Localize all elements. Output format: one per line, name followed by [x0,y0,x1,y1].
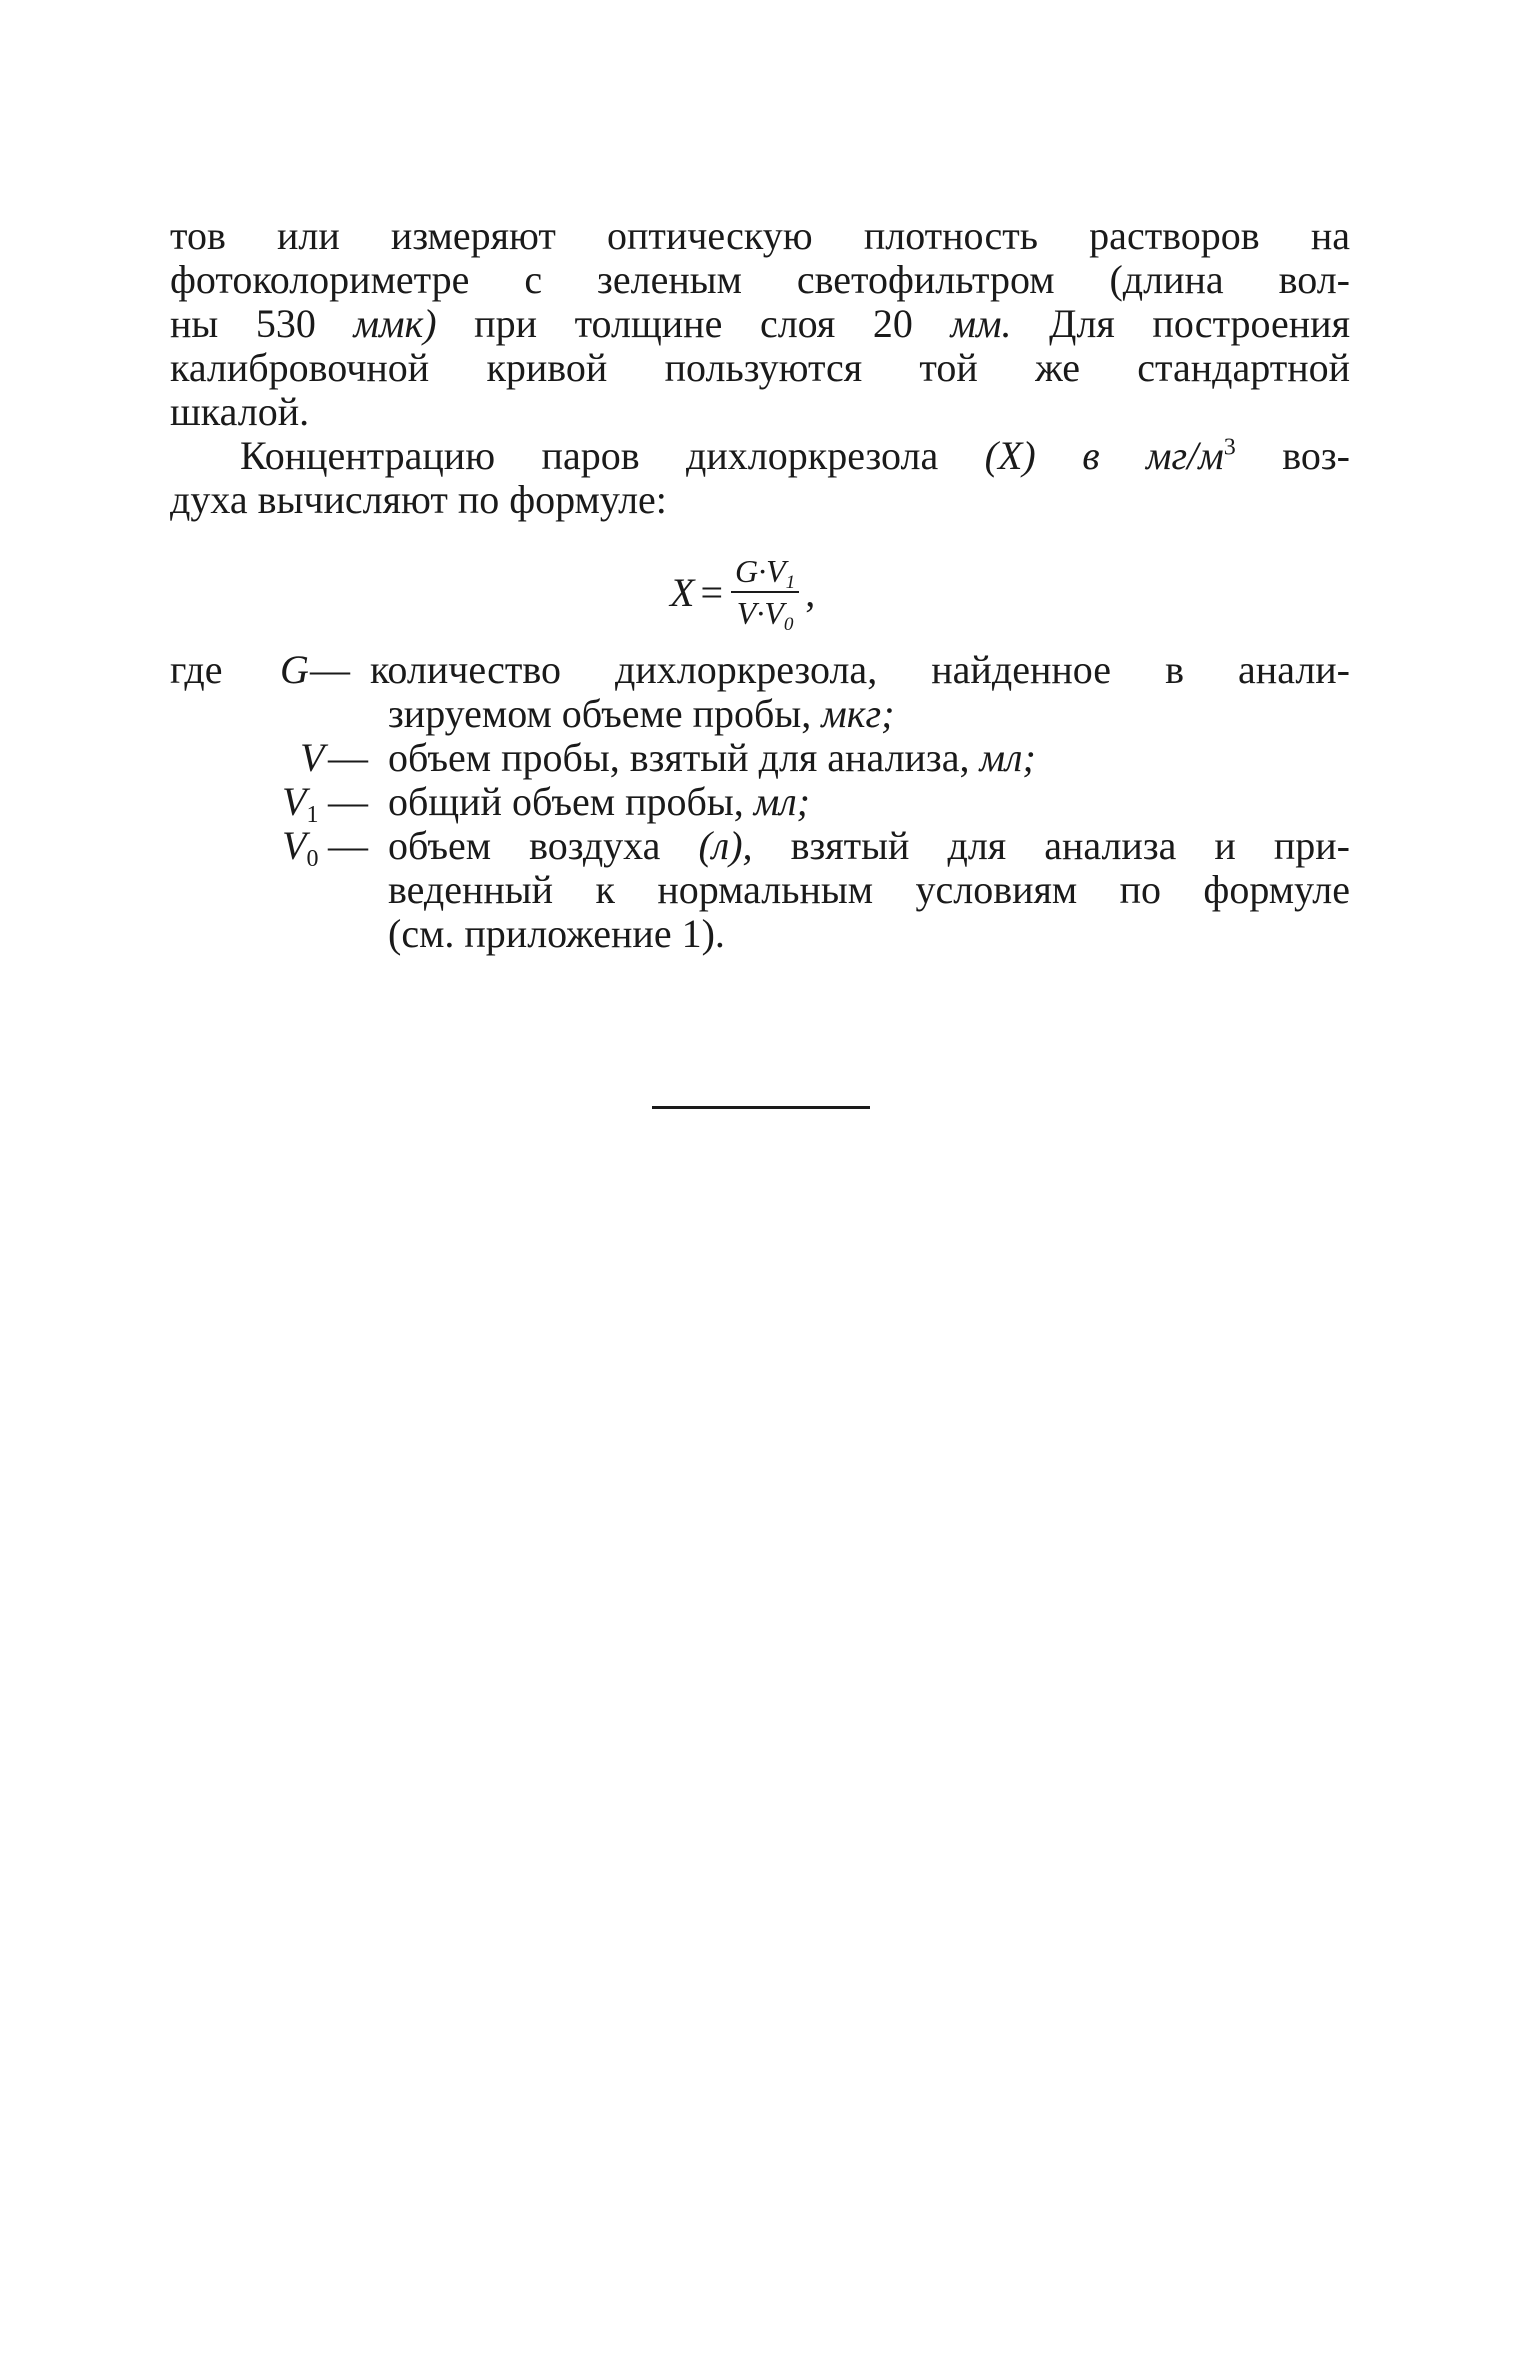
variable-definitions [170,648,1350,956]
definition-text: количество дихлоркрезола, найденное в анали- [370,647,1350,692]
definition-text: (см. приложение 1). [388,911,725,956]
paragraph-line: духа вычисляют по формуле: [170,477,667,522]
paragraph-line: фотоколориметре с зеленым светофильтром (длина вол- [170,257,1350,302]
paragraph-line: шкалой. [170,389,310,434]
definition-text: зируемом объеме пробы, мкг; [388,691,895,736]
section-end-rule [652,1106,870,1109]
definitions-lead: где [170,647,223,692]
concentration-formula [670,542,815,642]
paragraph-line: Концентрацию паров дихлоркрезола (X) в $мг/м^3$ воз- [240,433,1350,478]
definition-symbol: V [300,735,325,780]
paragraph-1 [170,214,1350,434]
definition-dash: — [328,823,368,868]
definition-dash: — [328,779,368,824]
formula-denominator: $V\cdot V_0$ [731,591,800,631]
definition-symbol: G [280,647,309,692]
definition-symbol: $V_0$ [282,823,319,873]
formula-equals: = [700,569,723,615]
paragraph-line: тов или измеряют оптическую плотность растворов на [170,213,1350,258]
definition-symbol: $V_1$ [282,779,319,829]
definition-text: объем пробы, взятый для анализа, мл; [388,735,1036,780]
definition-text: веденный к нормальным условиям по формуле [388,867,1350,912]
paragraph-line: калибровочной кривой пользуются той же стандартной [170,345,1350,390]
formula-numerator: $G\cdot V_1$ [735,553,796,593]
formula-fraction [729,553,801,635]
definition-item [170,824,1350,956]
definition-text: объем воздуха (л), взятый для анализа и при- [388,823,1350,868]
formula-comma: , [805,569,816,615]
definition-item [170,779,1350,829]
paragraph-2 [170,434,1350,522]
definition-text: общий объем пробы, мл; [388,779,810,824]
definition-dash: — [310,647,350,692]
formula-lhs: X [670,569,695,615]
paragraph-line: ны 530 ммк) при толщине слоя 20 мм. Для построения [170,301,1350,346]
definition-dash: — [328,735,368,780]
definition-item [170,648,1350,736]
definition-item [170,736,1350,780]
